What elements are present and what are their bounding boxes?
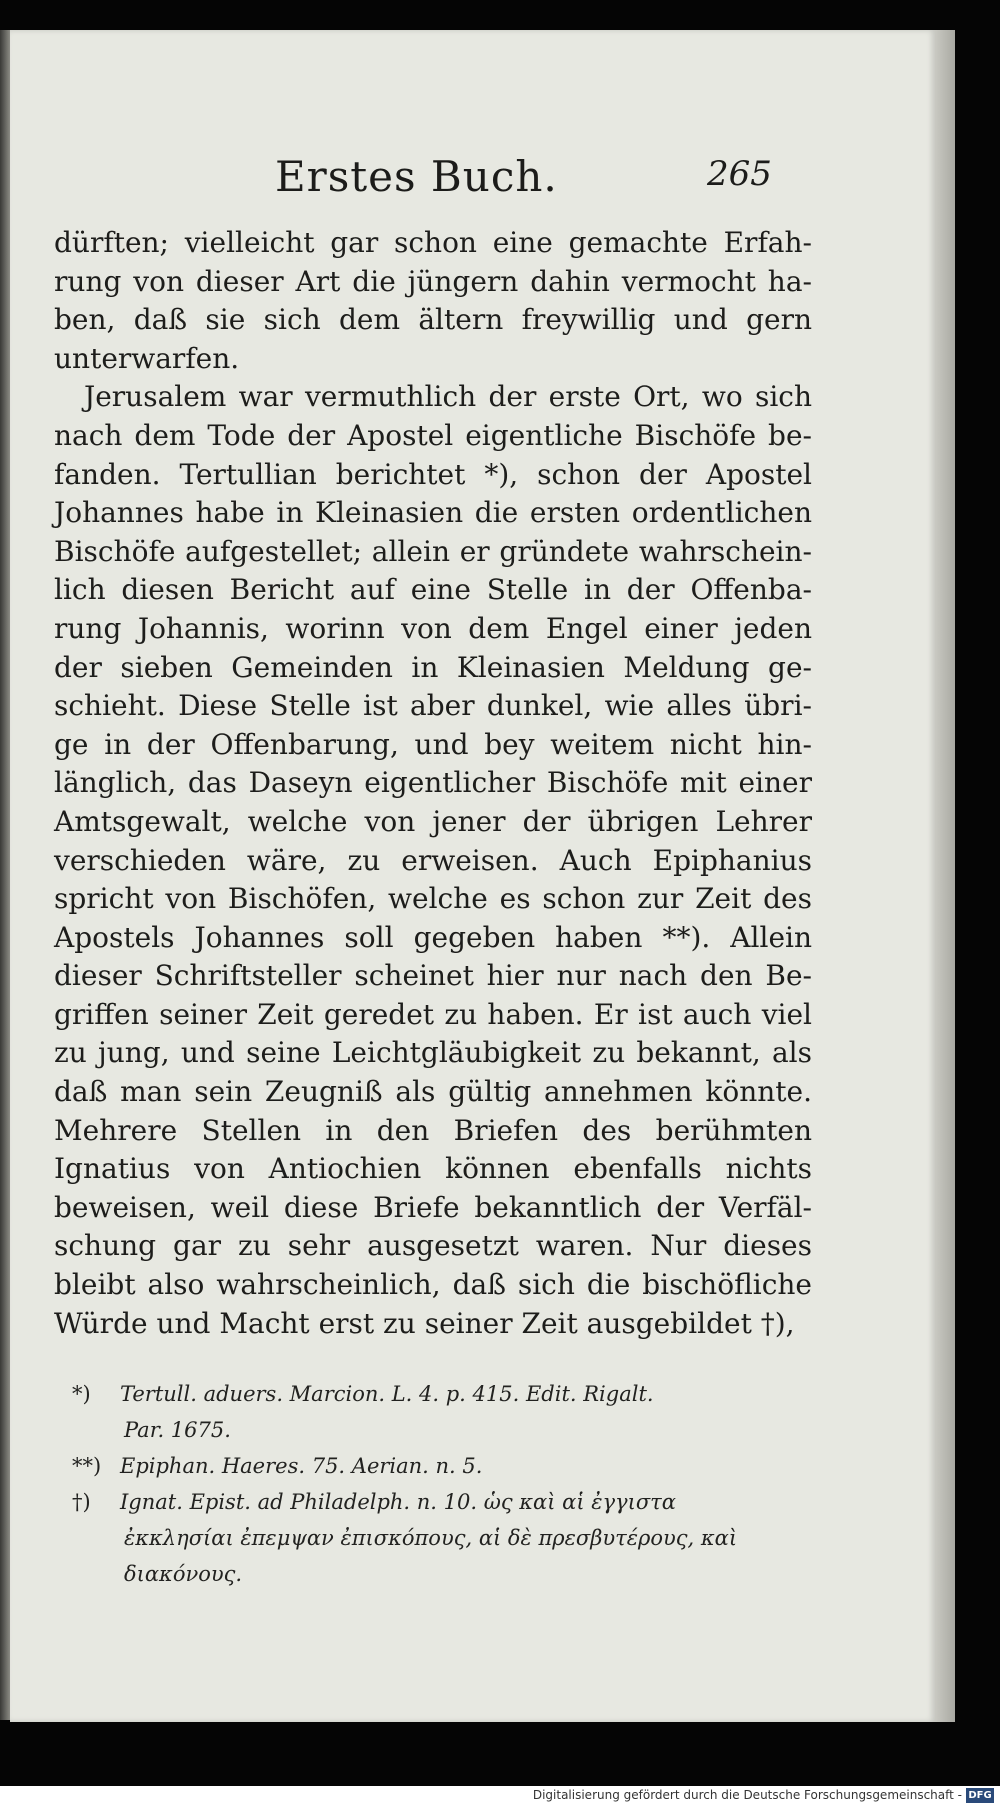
footnotes: [72, 1376, 812, 1592]
text-line: daß man sein Zeugniß als gültig annehmen könnte.: [54, 1075, 812, 1109]
page-edge: [935, 30, 955, 1722]
text-line: dürften; vielleicht gar schon eine gemachte Erfah-: [54, 226, 812, 259]
text-line: schung gar zu sehr ausgesetzt waren. Nur dieses: [54, 1229, 812, 1263]
footnote-3-continued: ἐκκλησίαι ἐπεμψαν ἐπισκόπους, αἱ δὲ πρεσβυτέρους, καὶ: [124, 1526, 738, 1550]
text-line: Amtsgewalt, welche von jener der übrigen Lehrer: [54, 804, 812, 838]
text-line: lich diesen Bericht auf eine Stelle in der Offenba-: [54, 573, 812, 607]
text-line: zu jung, und seine Leichtgläubigkeit zu bekannt, als: [54, 1036, 812, 1070]
text-line: beweisen, weil diese Briefe bekanntlich der Verfäl-: [54, 1190, 812, 1224]
footnote-mark: *): [72, 1382, 91, 1406]
dfg-logo-icon: DFG: [966, 1788, 994, 1803]
running-head: Erstes Buch.: [275, 152, 558, 201]
text-line: Apostels Johannes soll gegeben haben **). Allein: [54, 920, 812, 954]
text-line: Ignatius von Antiochien können ebenfalls nichts: [54, 1152, 812, 1186]
text-line: griffen seiner Zeit geredet zu haben. Er ist auch viel: [54, 997, 812, 1031]
text-line: verschieden wäre, zu erweisen. Auch Epiphanius: [54, 843, 812, 877]
text-line: der sieben Gemeinden in Kleinasien Meldung ge-: [54, 650, 812, 684]
text-line: Würde und Macht erst zu seiner Zeit ausgebildet †),: [54, 1306, 795, 1340]
text-line: schieht. Diese Stelle ist aber dunkel, wie alles übri-: [54, 689, 812, 723]
text-line: rung von dieser Art die jüngern dahin vermocht ha-: [54, 264, 812, 298]
text-line: Johannes habe in Kleinasien die ersten ordentlichen: [54, 496, 812, 530]
text-line: spricht von Bischöfen, welche es schon zur Zeit des: [54, 882, 812, 916]
text-line: nach dem Tode der Apostel eigentliche Bischöfe be-: [54, 418, 812, 452]
footnote-text: Tertull. aduers. Marcion. L. 4. p. 415. Edit. Rigalt.: [120, 1382, 654, 1406]
text-line: Mehrere Stellen in den Briefen des berühmten: [54, 1113, 812, 1147]
text-line: Jerusalem war vermuthlich der erste Ort, wo sich: [84, 380, 812, 414]
text-line: rung Johannis, worinn von dem Engel einer jeden: [54, 611, 812, 645]
book-gutter: [0, 30, 10, 1720]
text-line: ben, daß sie sich dem ältern freywillig und gern: [54, 303, 812, 337]
footer-bar: [0, 1786, 1000, 1806]
footnote-1-continued: Par. 1675.: [124, 1418, 231, 1442]
footnote-mark: **): [72, 1454, 102, 1478]
book-page: [10, 30, 935, 1722]
footnote-3-continued: διακόνους.: [124, 1562, 243, 1586]
page-number: 265: [707, 154, 772, 194]
page-header: [10, 148, 935, 212]
text-line: Bischöfe aufgestellet; allein er gründete wahrschein-: [54, 534, 812, 568]
text-line: fanden. Tertullian berichtet *), schon der Apostel: [54, 457, 812, 491]
body-text: [54, 224, 812, 1343]
text-line: länglich, das Daseyn eigentlicher Bischöfe mit einer: [54, 766, 812, 800]
text-line: unterwarfen.: [54, 341, 240, 375]
footnote-1: [72, 1376, 812, 1412]
funding-credit: Digitalisierung gefördert durch die Deutsche Forschungsgemeinschaft -: [532, 1788, 962, 1802]
text-line: ge in der Offenbarung, und bey weitem nicht hin-: [54, 727, 812, 761]
text-line: dieser Schriftsteller scheinet hier nur nach den Be-: [54, 959, 812, 993]
footnote-text: Epiphan. Haeres. 75. Aerian. n. 5.: [120, 1454, 483, 1478]
footnote-3: [72, 1484, 812, 1520]
footnote-text: Ignat. Epist. ad Philadelph. n. 10. ὡς καὶ αἱ ἐγγιστα: [120, 1490, 676, 1514]
footnote-mark: †): [72, 1490, 91, 1514]
text-line: bleibt also wahrscheinlich, daß sich die bischöfliche: [54, 1268, 812, 1302]
footnote-2: [72, 1448, 812, 1484]
